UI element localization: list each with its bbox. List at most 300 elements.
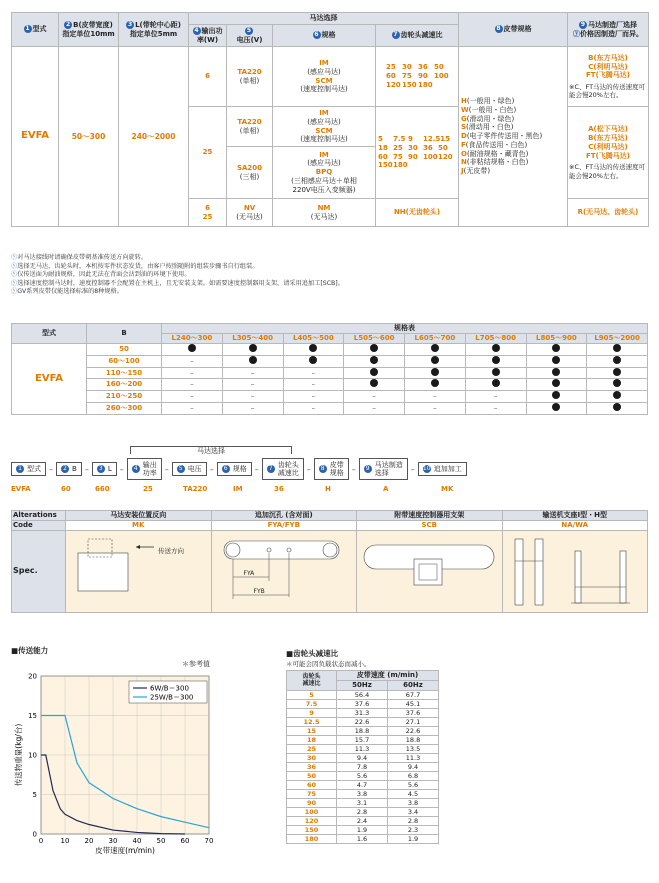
alt-code-2: FYA/FYB bbox=[211, 521, 357, 531]
order-code-value: H bbox=[325, 485, 331, 493]
gear-nh: NH(无齿轮头) bbox=[376, 199, 459, 227]
gear-ratio-cell: 75 bbox=[287, 789, 337, 798]
speed-cell: 31.3 bbox=[337, 708, 388, 717]
t2-col: L505～600 bbox=[344, 334, 405, 344]
power-25: 25 bbox=[189, 107, 227, 199]
speed-cell: 9.4 bbox=[388, 762, 439, 771]
belt-options bbox=[459, 47, 568, 227]
available-dot bbox=[370, 368, 378, 376]
stand-drawing bbox=[505, 531, 645, 609]
gear-sub: ＊可能会因负载状态而减小。 bbox=[286, 660, 371, 668]
t2-cell bbox=[222, 344, 283, 356]
t2-cell bbox=[344, 344, 405, 356]
t2-cell: – bbox=[162, 367, 223, 379]
available-dot bbox=[552, 391, 560, 399]
h-volt: 5 电压(V) bbox=[227, 25, 273, 47]
dash-sep: – bbox=[254, 464, 259, 474]
t2-cell bbox=[465, 355, 526, 367]
t2-cell bbox=[405, 367, 466, 379]
t2-cell bbox=[405, 379, 466, 391]
notes bbox=[11, 254, 651, 297]
t2-cell bbox=[587, 391, 648, 403]
gear-ratio-cell: 150 bbox=[287, 825, 337, 834]
info-icon: ⓨ bbox=[11, 262, 18, 270]
gear-ratio-cell: 7.5 bbox=[287, 699, 337, 708]
available-dot bbox=[552, 344, 560, 352]
alt-spec-stand bbox=[502, 531, 648, 613]
gear-ratio-cell: 100 bbox=[287, 807, 337, 816]
info-icon: ⓨ bbox=[11, 271, 18, 279]
available-dot bbox=[309, 356, 317, 364]
t2-row bbox=[12, 367, 648, 379]
gear-title: ■齿轮头减速比 bbox=[286, 649, 339, 658]
gear-row bbox=[287, 807, 439, 816]
speed-cell: 1.9 bbox=[388, 834, 439, 843]
gear-ratio: 25 bbox=[393, 143, 403, 152]
note-item: ⓨ仅传送面为耐油规格，因此无法在背面会沾到油的环境下使用。 bbox=[11, 271, 191, 279]
order-field-6: 6 规格 bbox=[217, 462, 252, 476]
gear-ratio-cell: 15 bbox=[287, 726, 337, 735]
gear-ratio: 75 bbox=[402, 72, 412, 81]
gear-ratio: 120 bbox=[386, 80, 401, 89]
gear-ratio-cell: 5 bbox=[287, 690, 337, 699]
mfr-none: R(无马达、齿轮头) bbox=[568, 199, 649, 227]
t2-row bbox=[12, 391, 648, 403]
gear-ratio: 60 bbox=[386, 72, 396, 81]
gear-row bbox=[287, 771, 439, 780]
speed-cell: 45.1 bbox=[388, 699, 439, 708]
info-icon: ⓨ bbox=[11, 254, 18, 261]
t2-cell: – bbox=[283, 391, 344, 403]
note-item: ⓨ选择速度控制马达时，速度控制器不会配置在主机上，且无安装支架。如需要速度控制器用支架，请采用追加工[SCB]。 bbox=[11, 279, 344, 287]
order-field-3: 3 L bbox=[92, 462, 117, 476]
available-dot bbox=[492, 379, 500, 387]
available-dot bbox=[431, 379, 439, 387]
alt-col-3: 附带速度控制器用支架 bbox=[357, 511, 503, 521]
b-value: 50～300 bbox=[59, 47, 119, 227]
order-code-value: 60 bbox=[61, 485, 71, 493]
gear-ratio: 100 bbox=[423, 152, 438, 161]
h-gear: 7 齿轮头减速比 bbox=[376, 25, 459, 47]
gear-row bbox=[287, 708, 439, 717]
t2-cell: – bbox=[162, 391, 223, 403]
order-code-value: 660 bbox=[95, 485, 110, 493]
h-mfr: 9 马达制造厂选择 ⓨ价格因制造厂而异。 bbox=[568, 13, 649, 47]
dash-sep: – bbox=[306, 464, 311, 474]
dash-sep: – bbox=[84, 464, 89, 474]
gear-h4: 60Hz bbox=[388, 680, 439, 690]
h-belt: 8 皮带规格 bbox=[459, 13, 568, 47]
x-tick: 50 bbox=[156, 837, 166, 845]
speed-cell: 7.8 bbox=[337, 762, 388, 771]
belt-option: J(无皮带) bbox=[461, 167, 491, 176]
volt-2: TA220 (单相) bbox=[227, 107, 273, 147]
t2-cell: – bbox=[344, 402, 405, 414]
gear-ratio: 150 bbox=[378, 161, 393, 170]
order-field-1: 1 型式 bbox=[11, 462, 46, 476]
available-dot bbox=[492, 368, 500, 376]
gear-row bbox=[287, 735, 439, 744]
type-value: EVFA bbox=[12, 47, 59, 227]
alt-code-1: MK bbox=[66, 521, 212, 531]
speed-cell: 9.4 bbox=[337, 753, 388, 762]
belt-option: W(一般用・白色) bbox=[461, 105, 517, 114]
h-type: 1 型式 bbox=[12, 13, 59, 47]
speed-cell: 11.3 bbox=[388, 753, 439, 762]
gear-ratio: 50 bbox=[434, 63, 444, 72]
y-tick: 15 bbox=[28, 712, 37, 720]
t2-cell bbox=[405, 344, 466, 356]
t2-col: L305～400 bbox=[222, 334, 283, 344]
speed-cell: 1.6 bbox=[337, 834, 388, 843]
speed-cell: 67.7 bbox=[388, 690, 439, 699]
spec-1: IM (感应马达) SCM (速度控制马达) bbox=[273, 47, 376, 107]
info-icon: ⓨ bbox=[11, 288, 18, 296]
fyb-label: FYB bbox=[253, 588, 265, 595]
gear-row bbox=[287, 816, 439, 825]
speed-cell: 2.8 bbox=[388, 816, 439, 825]
gear-ratio: 150 bbox=[402, 80, 417, 89]
speed-cell: 3.8 bbox=[337, 789, 388, 798]
mfr-options-2 bbox=[568, 107, 649, 199]
scb-drawing bbox=[359, 531, 499, 609]
t2-cell: – bbox=[222, 367, 283, 379]
gear-ratio: 12.5 bbox=[423, 135, 441, 143]
order-code-value: IM bbox=[233, 485, 243, 493]
x-label: 皮带速度(m/min) bbox=[95, 846, 155, 855]
gear-ratio: 90 bbox=[408, 152, 418, 161]
t2-row bbox=[12, 344, 648, 356]
t2-cell bbox=[344, 379, 405, 391]
gear-row bbox=[287, 780, 439, 789]
available-dot bbox=[249, 356, 257, 364]
gear-ratio: 180 bbox=[418, 80, 433, 89]
gear-row bbox=[287, 699, 439, 708]
available-dot bbox=[613, 368, 621, 376]
gear-ratio: 36 bbox=[423, 143, 433, 152]
t2-b: 50 bbox=[87, 344, 162, 356]
size-table bbox=[11, 323, 648, 415]
belt-option: H(一般用・绿色) bbox=[461, 97, 515, 106]
t2-cell: – bbox=[344, 391, 405, 403]
gear-ratios-25w bbox=[376, 107, 459, 199]
speed-cell: 3.4 bbox=[388, 807, 439, 816]
gear-ratio: 30 bbox=[408, 143, 418, 152]
gear-ratio: 60 bbox=[378, 152, 388, 161]
t2-type: EVFA bbox=[12, 344, 87, 415]
volt-3: SA200 (三相) bbox=[227, 147, 273, 199]
alt-col-1: 马达安装位置反向 bbox=[66, 511, 212, 521]
gear-row bbox=[287, 690, 439, 699]
alt-spec-mk bbox=[66, 531, 212, 613]
alterations-table bbox=[11, 510, 648, 613]
speed-cell: 6.8 bbox=[388, 771, 439, 780]
dir-label: 传送方向 bbox=[158, 547, 184, 555]
t2-cell: – bbox=[222, 402, 283, 414]
dash-sep: – bbox=[351, 464, 356, 474]
speed-cell: 37.6 bbox=[337, 699, 388, 708]
legend-label: 25W/B＝300 bbox=[150, 693, 194, 702]
belt-option: S(滑动用・白色) bbox=[461, 123, 514, 132]
mfr-option: A(松下马达) bbox=[588, 125, 628, 134]
t2-b: 160～200 bbox=[87, 379, 162, 391]
gear-ratio: 30 bbox=[402, 63, 412, 72]
alt-col-2: 追加沉孔 (含对面) bbox=[211, 511, 357, 521]
alt-spec-fy bbox=[211, 531, 357, 613]
mfr-option: C(利明马达) bbox=[588, 142, 628, 151]
order-code-value: 36 bbox=[274, 485, 284, 493]
gear-row bbox=[287, 789, 439, 798]
speed-cell: 56.4 bbox=[337, 690, 388, 699]
dash-sep: – bbox=[209, 464, 214, 474]
t2-cell: – bbox=[222, 391, 283, 403]
gear-h1: 齿轮头 减速比 bbox=[287, 671, 337, 691]
belt-option: N(非粘结规格・白色) bbox=[461, 158, 529, 167]
mfr-option: B(东方马达) bbox=[588, 53, 628, 62]
motor-selection-table bbox=[11, 12, 649, 227]
alt-code-h: Code bbox=[12, 521, 66, 531]
gear-ratio-cell: 90 bbox=[287, 798, 337, 807]
t2-col: L405～500 bbox=[283, 334, 344, 344]
t2-cell bbox=[526, 402, 587, 414]
available-dot bbox=[431, 356, 439, 364]
t2-cell bbox=[283, 344, 344, 356]
y-tick: 0 bbox=[32, 830, 37, 839]
t2-cell bbox=[344, 355, 405, 367]
gear-ratio: 75 bbox=[393, 152, 403, 161]
spec-3: IM (感应马达) BPQ (三相感应马达＋单相 220V电压入变频器) bbox=[273, 147, 376, 199]
speed-cell: 11.3 bbox=[337, 744, 388, 753]
t2-col: L905～2000 bbox=[587, 334, 648, 344]
dash-sep: – bbox=[49, 464, 53, 474]
available-dot bbox=[431, 344, 439, 352]
speed-cell: 4.5 bbox=[388, 789, 439, 798]
x-tick: 10 bbox=[60, 837, 70, 845]
gear-ratio-cell: 30 bbox=[287, 753, 337, 762]
t2-cell bbox=[587, 367, 648, 379]
t2-h-b: B bbox=[87, 324, 162, 344]
mfr-options-1 bbox=[568, 47, 649, 107]
gear-ratio: 36 bbox=[418, 63, 428, 72]
available-dot bbox=[188, 344, 196, 352]
gear-ratio-cell: 18 bbox=[287, 735, 337, 744]
speed-cell: 2.4 bbox=[337, 816, 388, 825]
spec-2: IM (感应马达) SCM (速度控制马达) bbox=[273, 107, 376, 147]
t2-b: 60～100 bbox=[87, 355, 162, 367]
order-code-value: 25 bbox=[143, 485, 153, 493]
speed-cell: 3.8 bbox=[388, 798, 439, 807]
power-6: 6 bbox=[189, 47, 227, 107]
t2-col: L240～300 bbox=[162, 334, 223, 344]
t2-cell bbox=[587, 355, 648, 367]
power-nomotor: 6 25 bbox=[189, 199, 227, 227]
order-field-2: 2 B bbox=[56, 462, 82, 476]
gear-ratio-cell: 36 bbox=[287, 762, 337, 771]
gear-row bbox=[287, 744, 439, 753]
order-field-9: 9 马达制造 选择 bbox=[359, 458, 408, 480]
t2-cell: – bbox=[222, 379, 283, 391]
order-code bbox=[11, 446, 491, 496]
fya-label: FYA bbox=[243, 570, 255, 577]
y-tick: 10 bbox=[28, 751, 37, 760]
alt-spec-h: Spec. bbox=[12, 531, 66, 613]
chart-title: ■传送能力 bbox=[11, 646, 49, 655]
chart-note: ＊参考值 bbox=[182, 660, 210, 668]
gear-ratio: 50 bbox=[438, 143, 448, 152]
gear-ratio-cell: 50 bbox=[287, 771, 337, 780]
gear-row bbox=[287, 825, 439, 834]
alt-h: Alterations bbox=[12, 511, 66, 521]
gear-row bbox=[287, 726, 439, 735]
speed-cell: 22.6 bbox=[337, 717, 388, 726]
belt-option: G(滑动用・绿色) bbox=[461, 114, 515, 123]
mfr-option: B(东方马达) bbox=[588, 134, 628, 143]
t2-cell bbox=[587, 379, 648, 391]
gear-row bbox=[287, 717, 439, 726]
y-tick: 20 bbox=[28, 672, 37, 681]
x-tick: 20 bbox=[84, 837, 94, 845]
t2-col: L605～700 bbox=[405, 334, 466, 344]
t2-cell bbox=[587, 344, 648, 356]
alt-code-3: SCB bbox=[357, 521, 503, 531]
gear-ratio: 90 bbox=[418, 72, 428, 81]
available-dot bbox=[552, 379, 560, 387]
capacity-chart bbox=[11, 668, 231, 858]
volt-4: NV (无马达) bbox=[227, 199, 273, 227]
t2-b: 260～300 bbox=[87, 402, 162, 414]
h-l: 3 L(带轮中心距) 指定单位5mm bbox=[119, 13, 189, 47]
x-tick: 0 bbox=[38, 837, 44, 845]
gear-row bbox=[287, 762, 439, 771]
gear-ratio: 15 bbox=[440, 135, 451, 143]
legend-label: 6W/B＝300 bbox=[150, 684, 189, 693]
alt-col-4: 输送机支座I型・H型 bbox=[502, 511, 648, 521]
mfr-option: FT(飞腾马达) bbox=[586, 71, 630, 80]
t2-row bbox=[12, 402, 648, 414]
gear-h2: 皮带速度 (m/min) bbox=[337, 671, 439, 681]
t2-cell bbox=[526, 379, 587, 391]
dash-sep: – bbox=[119, 464, 124, 474]
t2-col: L705～800 bbox=[465, 334, 526, 344]
t2-cell bbox=[526, 344, 587, 356]
t2-cell: – bbox=[283, 402, 344, 414]
h-power: 4 输出功率(W) bbox=[189, 25, 227, 47]
speed-cell: 22.6 bbox=[388, 726, 439, 735]
available-dot bbox=[370, 356, 378, 364]
gear-ratio-cell: 60 bbox=[287, 780, 337, 789]
t2-cell: – bbox=[162, 355, 223, 367]
gear-ratio: 100 bbox=[434, 72, 449, 81]
t2-cell bbox=[587, 402, 648, 414]
belt-option: O(耐油规格・藏青色) bbox=[461, 149, 529, 158]
info-icon: ⓨ bbox=[11, 279, 18, 287]
gear-ratio-cell: 180 bbox=[287, 834, 337, 843]
note-item: ⓨ对马达接线时请确保皮带朝基准传送方向旋转。 bbox=[11, 254, 148, 261]
t2-cell bbox=[526, 367, 587, 379]
speed-cell: 1.9 bbox=[337, 825, 388, 834]
gear-row bbox=[287, 798, 439, 807]
l-value: 240～2000 bbox=[119, 47, 189, 227]
h-motor: 马达选择 bbox=[189, 13, 459, 25]
available-dot bbox=[249, 344, 257, 352]
speed-cell: 5.6 bbox=[388, 780, 439, 789]
available-dot bbox=[552, 356, 560, 364]
gear-row bbox=[287, 834, 439, 843]
available-dot bbox=[370, 344, 378, 352]
t2-cell bbox=[283, 355, 344, 367]
note-item: ⓨGV系列皮带仅能选择标准的8种规格。 bbox=[11, 288, 123, 296]
speed-cell: 15.7 bbox=[337, 735, 388, 744]
x-tick: 40 bbox=[132, 837, 142, 845]
order-field-7: 7 齿轮头 减速比 bbox=[262, 458, 304, 480]
gear-ratio: 18 bbox=[378, 143, 388, 152]
dash-sep: – bbox=[164, 464, 169, 474]
speed-cell: 5.6 bbox=[337, 771, 388, 780]
gear-ratio: 9 bbox=[408, 135, 413, 143]
available-dot bbox=[492, 356, 500, 364]
t2-b: 110～150 bbox=[87, 367, 162, 379]
t2-cell: – bbox=[162, 402, 223, 414]
t2-row bbox=[12, 379, 648, 391]
available-dot bbox=[431, 368, 439, 376]
belt-option: D(电子零件传送用・黑色) bbox=[461, 132, 543, 141]
t2-cell bbox=[526, 391, 587, 403]
gear-ratio-cell: 25 bbox=[287, 744, 337, 753]
t2-cell: – bbox=[283, 367, 344, 379]
t2-cell bbox=[526, 355, 587, 367]
available-dot bbox=[492, 344, 500, 352]
order-field-10: 10 追加加工 bbox=[418, 462, 467, 476]
available-dot bbox=[613, 356, 621, 364]
gear-ratio-cell: 12.5 bbox=[287, 717, 337, 726]
order-motor-title: 马达选择 bbox=[130, 446, 292, 454]
t2-cell: – bbox=[465, 402, 526, 414]
speed-cell: 2.8 bbox=[337, 807, 388, 816]
available-dot bbox=[309, 344, 317, 352]
gear-table bbox=[286, 670, 439, 844]
t2-cell bbox=[465, 367, 526, 379]
t2-b: 210～250 bbox=[87, 391, 162, 403]
mfr-option: C(利明马达) bbox=[588, 62, 628, 71]
speed-cell: 18.8 bbox=[388, 735, 439, 744]
speed-cell: 4.7 bbox=[337, 780, 388, 789]
t2-cell: – bbox=[465, 391, 526, 403]
mfr-note: ※C、FT马达的传送速度可能会慢20%左右。 bbox=[569, 83, 646, 100]
mfr-option: FT(飞腾马达) bbox=[586, 151, 630, 160]
alt-code-4: NA/WA bbox=[502, 521, 648, 531]
h-b: 2 B(皮带宽度) 指定单位10mm bbox=[59, 13, 119, 47]
x-tick: 30 bbox=[108, 837, 118, 845]
mk-drawing bbox=[68, 531, 208, 609]
gear-ratio: 25 bbox=[386, 63, 396, 72]
available-dot bbox=[552, 403, 560, 411]
available-dot bbox=[613, 344, 621, 352]
order-code-value: A bbox=[383, 485, 389, 493]
t2-h-spec: 规格表 bbox=[162, 324, 648, 334]
available-dot bbox=[552, 368, 560, 376]
y-label: 传送物重量(kg/台) bbox=[14, 723, 23, 787]
gear-ratios-6w bbox=[376, 47, 459, 107]
available-dot bbox=[370, 379, 378, 387]
t2-row bbox=[12, 355, 648, 367]
gear-ratio: 180 bbox=[393, 161, 408, 170]
order-field-8: 8 皮带 规格 bbox=[314, 458, 349, 480]
gear-ratio-cell: 9 bbox=[287, 708, 337, 717]
dash-sep: – bbox=[410, 464, 415, 474]
t2-cell bbox=[465, 379, 526, 391]
gear-ratio: 5 bbox=[378, 135, 383, 143]
t2-cell: – bbox=[405, 391, 466, 403]
